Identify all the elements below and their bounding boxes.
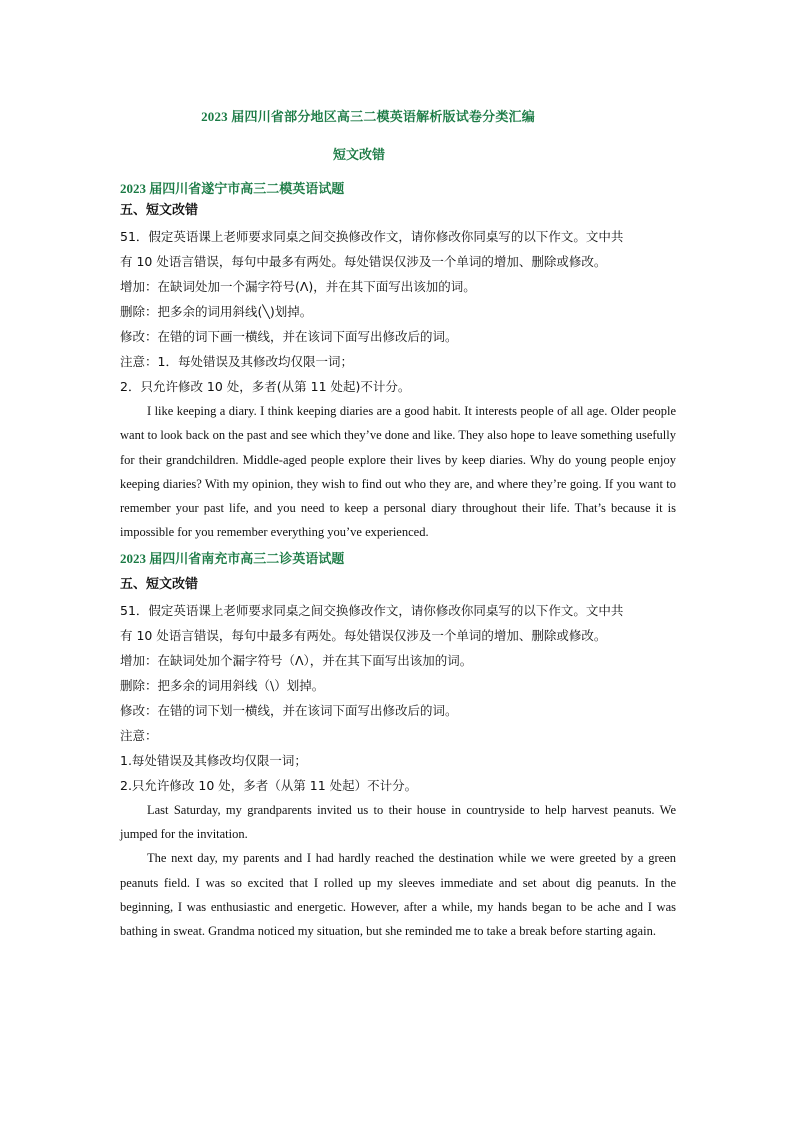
instruction-line: 1.每处错误及其修改均仅限一词； <box>120 752 307 768</box>
passage-paragraph: I like keeping a diary. I think keeping diaries are a good habit. It interests people of all age. Older people want to look back on the past and see which they’ve done and like. They also hope to leave something usefully for their grandchildren. Middle-aged people explore their lives by keep diaries. Why do young people enjoy keeping diaries? With my opinion, they wish to find out who they are, and where they’re going. If you want to remember your past life, and you need to keep a personal diary throughout their life. That’s because it is impossible for you remember everything you’ve experienced. <box>120 404 676 540</box>
instruction-line: 51．假定英语课上老师要求同桌之间交换修改作文，请你修改你同桌写的以下作文。文中共 <box>120 229 624 244</box>
section-part-title: 五、短文改错 <box>120 575 199 591</box>
section-part-title: 五、短文改错 <box>120 202 199 217</box>
section-heading: 2023 届四川省南充市高三二诊英语试题 <box>120 550 345 566</box>
instruction-line: 增加：在缺词处加一个漏字符号(Λ)，并在其下面写出该加的词。 <box>120 279 476 294</box>
section-suining <box>120 178 676 545</box>
instruction-line: 2.只允许修改 10 处，多者（从第 11 处起）不计分。 <box>120 777 418 793</box>
instruction-line: 删除：把多余的词用斜线（\）划掉。 <box>120 677 325 693</box>
instruction-line: 有 10 处语言错误，每句中最多有两处。每处错误仅涉及一个单词的增加、删除或修改。 <box>120 254 607 269</box>
document-body <box>120 178 676 944</box>
instruction-line: 注意： <box>120 727 158 743</box>
passage-paragraph: Last Saturday, my grandparents invited us to their house in countryside to help harvest peanuts. We jumped for the invitation. <box>120 802 676 842</box>
instruction-line: 有 10 处语言错误，每句中最多有两处。每处错误仅涉及一个单词的增加、删除或修改。 <box>120 627 607 643</box>
instruction-line: 删除：把多余的词用斜线(╲)划掉。 <box>120 304 313 319</box>
document-subtitle: 短文改错 <box>332 147 385 162</box>
instruction-line: 修改：在错的词下画一横线，并在该词下面写出修改后的词。 <box>120 329 458 344</box>
instruction-line: 51．假定英语课上老师要求同桌之间交换修改作文，请你修改你同桌写的以下作文。文中共 <box>120 602 624 618</box>
instruction-line: 增加：在缺词处加个漏字符号（Λ），并在其下面写出该加的词。 <box>120 652 473 668</box>
instruction-line: 修改：在错的词下划一横线，并在该词下面写出修改后的词。 <box>120 702 458 718</box>
passage-paragraph: The next day, my parents and I had hardly reached the destination while we were greeted by a green peanuts field. I was so excited that I rolled up my sleeves immediate and set about dig peanuts. In the beginning, I was enthusiastic and energetic. However, after a while, my hands began to be ache and I was bathing in sweat. Grandma noticed my situation, but she reminded me to take a break before starting again. <box>120 851 676 939</box>
document-title: 2023 届四川省部分地区高三二模英语解析版试卷分类汇编 <box>201 109 535 124</box>
instruction-line: 2．只允许修改 10 处，多者(从第 11 处起)不计分。 <box>120 379 411 394</box>
instruction-line: 注意：1．每处错误及其修改均仅限一词； <box>120 354 353 369</box>
section-nanchong <box>120 548 676 944</box>
section-heading: 2023 届四川省遂宁市高三二模英语试题 <box>120 181 345 196</box>
